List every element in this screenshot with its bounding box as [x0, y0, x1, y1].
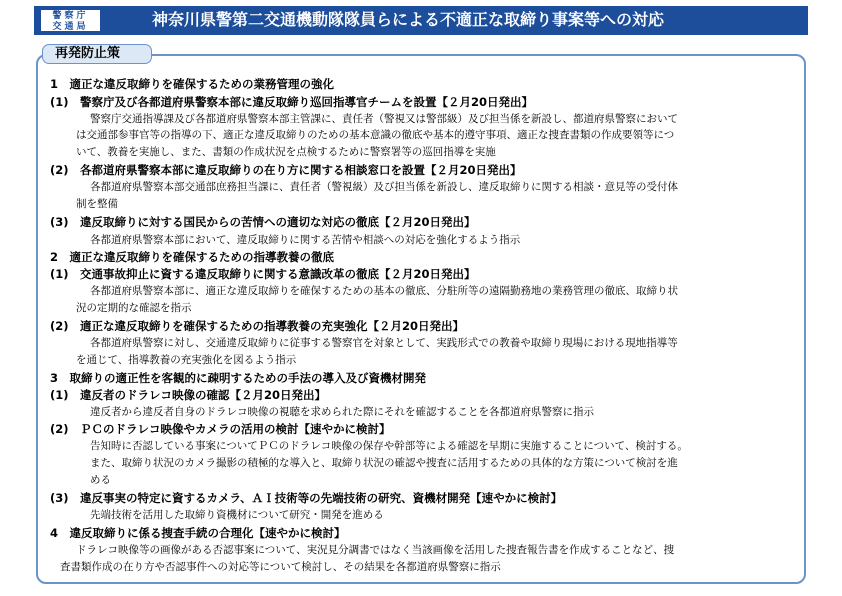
body-line: 各都道府県警察に対し、交通違反取締りに従事する警察官を対象として、実践形式での教養や取締り現場における現地指導等	[90, 337, 678, 349]
page-title: 神奈川県警第二交通機動隊隊員らによる不適正な取締り事案等への対応	[152, 10, 665, 29]
heading-1: 1 適正な違反取締りを確保するための業務管理の強化	[50, 77, 334, 91]
body-line: める	[90, 474, 111, 486]
body-line: 各都道府県警察本部交通部庶務担当課に、責任者（警視級）及び担当係を新設し、違反取締りに関する相談・意見等の受付体	[90, 181, 678, 193]
body-line: 査書類作成の在り方や否認事件への対応等について検討し、その結果を各都道府県警察に指示	[60, 561, 501, 573]
body-line: 警察庁交通指導課及び各都道府県警察本部主管課に、責任者（警視又は警部級）及び担当係を新設し、都道府県警察において	[90, 113, 678, 125]
subheading-1-1: (1) 警察庁及び各都道府県警察本部に違反取締り巡回指導官チームを設置【２月20日発出】	[50, 95, 534, 109]
subheading-2-2: (2) 適正な違反取締りを確保するための指導教養の充実強化【２月20日発出】	[50, 319, 465, 333]
body-line: 各都道府県警察本部において、違反取締りに関する苦情や相談への対応を強化するよう指示	[90, 234, 521, 246]
body-line: 各都道府県警察本部に、適正な違反取締りを確保するための基本の徹底、分駐所等の遠隔勤務地の業務管理の徹底、取締り状	[90, 285, 678, 297]
agency-logo	[40, 9, 101, 32]
body-line: いて、教養を実施し、また、書類の作成状況を点検するために警察署等の巡回指導を実施	[76, 146, 496, 158]
subheading-1-3: (3) 違反取締りに対する国民からの苦情への適切な対応の徹底【２月20日発出】	[50, 215, 476, 229]
subheading-3-3: (3) 違反事実の特定に資するカメラ、ＡＩ技術等の先端技術の研究、資機材開発【速やかに検討】	[50, 491, 563, 505]
subheading-3-1: (1) 違反者のドラレコ映像の確認【２月20日発出】	[50, 388, 327, 402]
body-line: は交通部参事官等の指導の下、適正な違反取締りのための基本意識の徹底や基本的遵守事項、適正な捜査書類の作成要領等につ	[76, 129, 675, 141]
body-line: ドラレコ映像等の画像がある否認事案について、実況見分調書ではなく当該画像を活用した捜査報告書を作成することなど、捜	[76, 544, 675, 556]
subheading-2-1: (1) 交通事故抑止に資する違反取締りに関する意識改革の徹底【２月20日発出】	[50, 267, 476, 281]
subheading-3-2: (2) ＰＣのドラレコ映像やカメラの活用の検討【速やかに検討】	[50, 422, 391, 436]
body-line: 告知時に否認している事案についてＰＣのドラレコ映像の保存や幹部等による確認を早期に実施することについて、検討する。	[90, 440, 688, 452]
section-tab: 再発防止策	[42, 44, 152, 64]
heading-2: 2 適正な違反取締りを確保するための指導教養の徹底	[50, 250, 334, 264]
agency-name-line2: 交通局	[52, 21, 89, 32]
header-bar	[34, 6, 808, 35]
body-line: 制を整備	[76, 198, 118, 210]
body-line: 先端技術を活用した取締り資機材について研究・開発を進める	[90, 509, 384, 521]
body-line: を通じて、指導教養の充実強化を図るよう指示	[76, 354, 297, 366]
agency-name-line1: 警察庁	[52, 11, 89, 21]
body-line: 違反者から違反者自身のドラレコ映像の視聴を求められた際にそれを確認することを各都道府県警察に指示	[90, 406, 594, 418]
body-line: また、取締り状況のカメラ撮影の積極的な導入と、取締り状況の確認や捜査に活用するための具体的な方策について検討を進	[90, 457, 678, 469]
body-line: 況の定期的な確認を指示	[76, 302, 192, 314]
heading-4: 4 違反取締りに係る捜査手続の合理化【速やかに検討】	[50, 526, 346, 540]
subheading-1-2: (2) 各都道府県警察本部に違反取締りの在り方に関する相談窓口を設置【２月20日発出】	[50, 163, 522, 177]
heading-3: 3 取締りの適正性を客観的に疎明するための手法の導入及び資機材開発	[50, 371, 426, 385]
